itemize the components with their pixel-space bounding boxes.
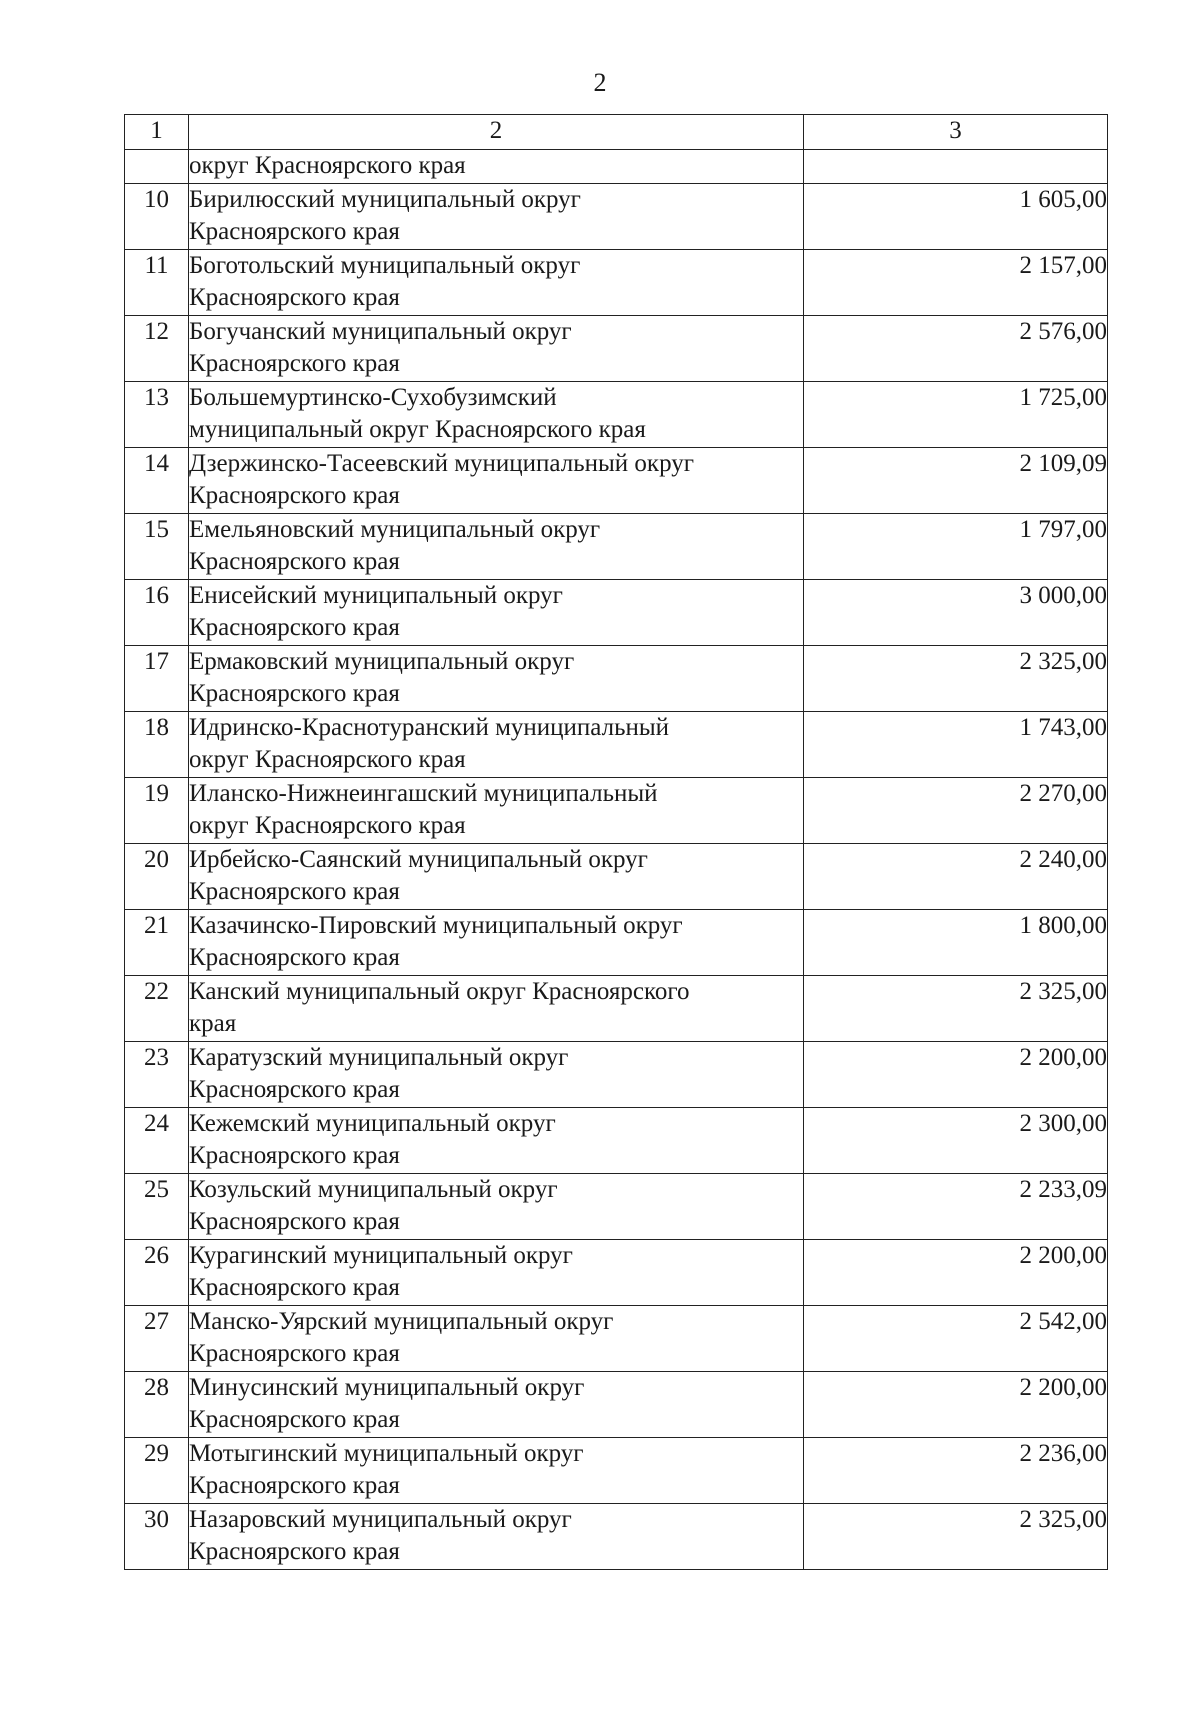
- municipality-name: [189, 1240, 804, 1306]
- allocation-table: [124, 114, 1108, 1570]
- name-line: Ермаковский муниципальный округ: [189, 648, 575, 675]
- row-number: 21: [125, 910, 189, 976]
- municipality-name: [189, 316, 804, 382]
- name-line: Красноярского края: [189, 944, 400, 971]
- municipality-name: [189, 448, 804, 514]
- amount-value: 2 233,09: [804, 1174, 1108, 1240]
- amount-value: 1 800,00: [804, 910, 1108, 976]
- table-row: [125, 580, 1108, 646]
- name-line: Емельяновский муниципальный округ: [189, 516, 601, 543]
- table-row: [125, 1438, 1108, 1504]
- amount-value: [804, 150, 1108, 184]
- row-number: 28: [125, 1372, 189, 1438]
- name-line: Красноярского края: [189, 1340, 400, 1367]
- row-number: 23: [125, 1042, 189, 1108]
- amount-value: 2 240,00: [804, 844, 1108, 910]
- name-line: Красноярского края: [189, 878, 400, 905]
- name-line: Каратузский муниципальный округ: [189, 1044, 569, 1071]
- row-number: 27: [125, 1306, 189, 1372]
- header-col-1: 1: [125, 115, 189, 150]
- header-col-3: 3: [804, 115, 1108, 150]
- table-row: [125, 910, 1108, 976]
- row-number: 17: [125, 646, 189, 712]
- row-number: 22: [125, 976, 189, 1042]
- amount-value: 2 325,00: [804, 976, 1108, 1042]
- table-row: [125, 1042, 1108, 1108]
- name-line: Красноярского края: [189, 680, 400, 707]
- amount-value: 2 300,00: [804, 1108, 1108, 1174]
- amount-value: 2 325,00: [804, 646, 1108, 712]
- table-body: [125, 115, 1108, 1570]
- table-row: [125, 1306, 1108, 1372]
- name-line: Красноярского края: [189, 482, 400, 509]
- name-line: Манско-Уярский муниципальный округ: [189, 1308, 614, 1335]
- amount-value: 2 109,09: [804, 448, 1108, 514]
- name-line: Енисейский муниципальный округ: [189, 582, 563, 609]
- municipality-name: [189, 1042, 804, 1108]
- name-line: края: [189, 1010, 237, 1037]
- name-line: Назаровский муниципальный округ: [189, 1506, 572, 1533]
- amount-value: 1 797,00: [804, 514, 1108, 580]
- table-row: [125, 514, 1108, 580]
- municipality-name: [189, 844, 804, 910]
- amount-value: 2 236,00: [804, 1438, 1108, 1504]
- amount-value: 3 000,00: [804, 580, 1108, 646]
- row-number: 20: [125, 844, 189, 910]
- municipality-name: [189, 1504, 804, 1570]
- row-number: 18: [125, 712, 189, 778]
- name-line: Красноярского края: [189, 350, 400, 377]
- table-row: [125, 382, 1108, 448]
- amount-value: 1 743,00: [804, 712, 1108, 778]
- name-line: Мотыгинский муниципальный округ: [189, 1440, 584, 1467]
- row-number: 12: [125, 316, 189, 382]
- amount-value: 2 200,00: [804, 1240, 1108, 1306]
- row-number: 10: [125, 184, 189, 250]
- name-line: Казачинско-Пировский муниципальный округ: [189, 912, 683, 939]
- table-row: [125, 778, 1108, 844]
- row-number: 24: [125, 1108, 189, 1174]
- name-line: округ Красноярского края: [189, 746, 466, 773]
- name-line: Красноярского края: [189, 1472, 400, 1499]
- amount-value: 2 157,00: [804, 250, 1108, 316]
- name-line: Кежемский муниципальный округ: [189, 1110, 556, 1137]
- row-number: 14: [125, 448, 189, 514]
- amount-value: 1 605,00: [804, 184, 1108, 250]
- name-line: Красноярского края: [189, 614, 400, 641]
- name-line: Красноярского края: [189, 1406, 400, 1433]
- row-number: 15: [125, 514, 189, 580]
- table-row: [125, 316, 1108, 382]
- amount-value: 2 576,00: [804, 316, 1108, 382]
- municipality-name: [189, 382, 804, 448]
- header-col-2: 2: [189, 115, 804, 150]
- amount-value: 1 725,00: [804, 382, 1108, 448]
- municipality-name: [189, 976, 804, 1042]
- name-line: Богучанский муниципальный округ: [189, 318, 572, 345]
- table-row: [125, 1240, 1108, 1306]
- name-line: муниципальный округ Красноярского края: [189, 416, 646, 443]
- name-line: Канский муниципальный округ Красноярского: [189, 978, 690, 1005]
- name-line: Минусинский муниципальный округ: [189, 1374, 585, 1401]
- table-row: [125, 712, 1108, 778]
- municipality-name: [189, 910, 804, 976]
- row-number: 29: [125, 1438, 189, 1504]
- table-row: [125, 1372, 1108, 1438]
- row-number: 13: [125, 382, 189, 448]
- row-number: [125, 150, 189, 184]
- municipality-name: [189, 646, 804, 712]
- amount-value: 2 270,00: [804, 778, 1108, 844]
- amount-value: 2 325,00: [804, 1504, 1108, 1570]
- table-row: [125, 844, 1108, 910]
- name-line: Идринско-Краснотуранский муниципальный: [189, 714, 670, 741]
- municipality-name: [189, 1174, 804, 1240]
- table-row: [125, 250, 1108, 316]
- amount-value: 2 200,00: [804, 1372, 1108, 1438]
- name-line: Ирбейско-Саянский муниципальный округ: [189, 846, 648, 873]
- row-number: 19: [125, 778, 189, 844]
- row-number: 11: [125, 250, 189, 316]
- table-row: [125, 1174, 1108, 1240]
- municipality-name: [189, 1372, 804, 1438]
- name-line: Дзержинско-Тасеевский муниципальный округ: [189, 450, 695, 477]
- name-line: Красноярского края: [189, 1538, 400, 1565]
- municipality-name: [189, 250, 804, 316]
- municipality-name: [189, 580, 804, 646]
- name-line: округ Красноярского края: [189, 812, 466, 839]
- amount-value: 2 200,00: [804, 1042, 1108, 1108]
- municipality-name: [189, 1108, 804, 1174]
- table-header-row: [125, 115, 1108, 150]
- name-line: Большемуртинско-Сухобузимский: [189, 384, 557, 411]
- name-line: Красноярского края: [189, 548, 400, 575]
- table-row: [125, 976, 1108, 1042]
- name-line: Боготольский муниципальный округ: [189, 252, 581, 279]
- page-number: 2: [593, 68, 607, 97]
- table-row: [125, 646, 1108, 712]
- table-row-continuation: [125, 150, 1108, 184]
- municipality-name: [189, 514, 804, 580]
- table-row: [125, 1504, 1108, 1570]
- name-line: Красноярского края: [189, 1208, 400, 1235]
- name-line: Красноярского края: [189, 284, 400, 311]
- row-number: 30: [125, 1504, 189, 1570]
- name-line: Курагинский муниципальный округ: [189, 1242, 573, 1269]
- name-line: Козульский муниципальный округ: [189, 1176, 558, 1203]
- name-line: Красноярского края: [189, 218, 400, 245]
- municipality-name: [189, 778, 804, 844]
- row-number: 26: [125, 1240, 189, 1306]
- name-line: Красноярского края: [189, 1274, 400, 1301]
- municipality-name: [189, 712, 804, 778]
- name-line: округ Красноярского края: [189, 152, 466, 179]
- municipality-name: [189, 1306, 804, 1372]
- amount-value: 2 542,00: [804, 1306, 1108, 1372]
- row-number: 16: [125, 580, 189, 646]
- municipality-name: [189, 150, 804, 184]
- name-line: Красноярского края: [189, 1076, 400, 1103]
- table-row: [125, 1108, 1108, 1174]
- municipality-name: [189, 1438, 804, 1504]
- municipality-name: [189, 184, 804, 250]
- name-line: Красноярского края: [189, 1142, 400, 1169]
- name-line: Бирилюсский муниципальный округ: [189, 186, 581, 213]
- row-number: 25: [125, 1174, 189, 1240]
- table-row: [125, 184, 1108, 250]
- name-line: Иланско-Нижнеингашский муниципальный: [189, 780, 658, 807]
- table-row: [125, 448, 1108, 514]
